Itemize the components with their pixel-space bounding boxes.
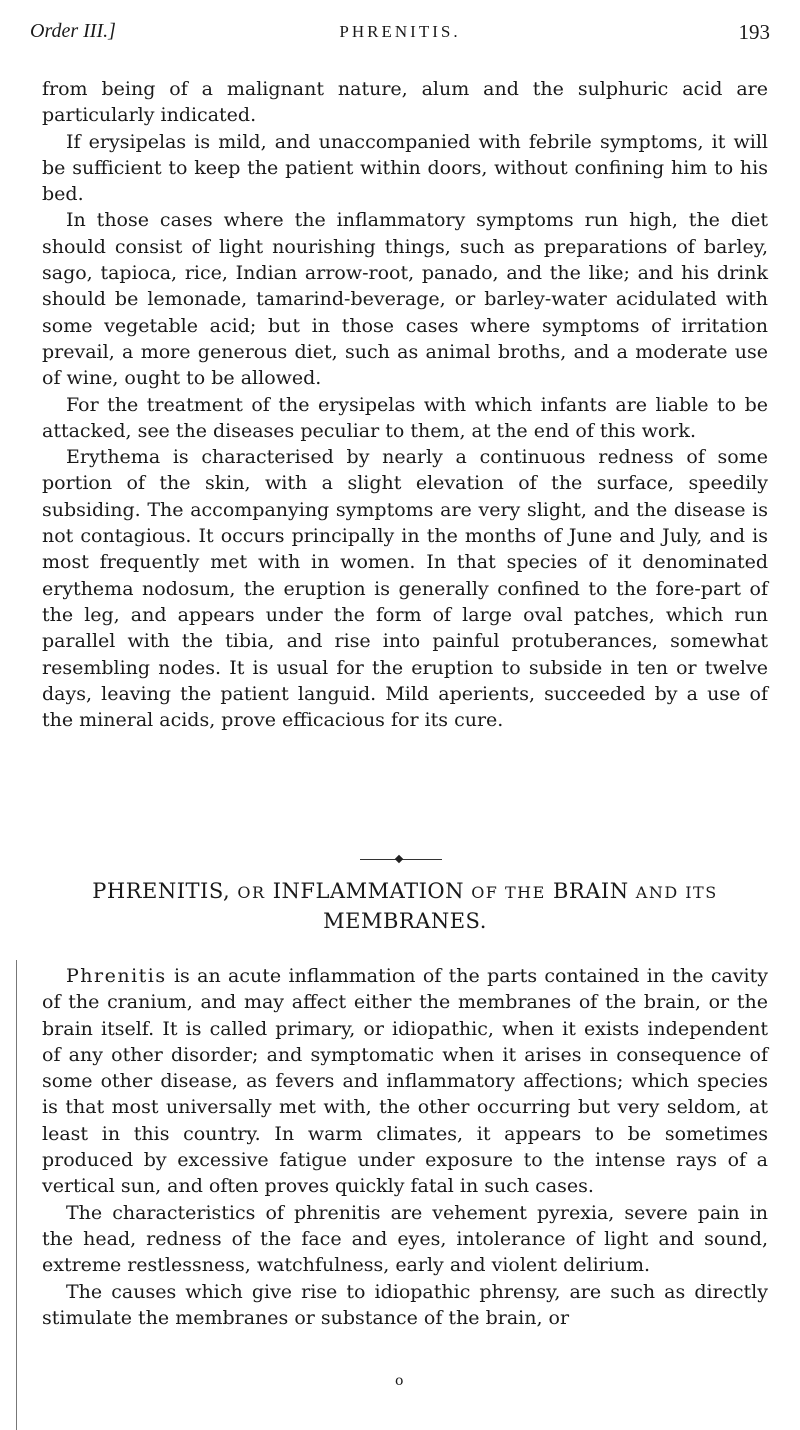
heading-inflammation: INFLAMMATION xyxy=(272,879,464,903)
section-divider xyxy=(360,858,442,862)
header-title: PHRENITIS. xyxy=(339,22,461,41)
margin-rule xyxy=(16,960,17,1430)
body-text-upper xyxy=(42,76,768,733)
paragraph-erysipelas-mild: If erysipelas is mild, and unaccompanied with febrile symptoms, it will be sufficient to keep the patient within doors, without confining him to his bed. xyxy=(42,130,768,206)
paragraph-characteristics: The characteristics of phrenitis are vehement pyrexia, severe pain in the head, redness of the face and eyes, intolerance of light and sound, extreme restlessness, watchfulness, early and violent delirium. xyxy=(42,1201,768,1277)
paragraph-infants: For the treatment of the erysipelas with which infants are liable to be attacked, see the diseases peculiar to them, at the end of this work. xyxy=(42,393,768,442)
heading-and-its: AND ITS xyxy=(635,883,718,902)
paragraph-continuation: from being of a malignant nature, alum and the sulphuric acid are particularly indicated. xyxy=(42,78,768,127)
divider-ornament-icon xyxy=(395,855,403,863)
header-order: Order III.] xyxy=(30,20,116,42)
page-number: 193 xyxy=(738,20,770,44)
paragraph-causes: The causes which give rise to idiopathic phrensy, are such as directly stimulate the membranes or substance of the brain, or xyxy=(42,1280,768,1329)
heading-or: OR xyxy=(237,883,266,902)
paragraph-erythema: Erythema is characterised by nearly a continuous redness of some portion of the skin, with a slight elevation of the surface, speedily subsiding. The accompanying symptoms are very slight, and the disease is not contagious. It occurs principally in the months of June and July, and is most frequently met with in women. In that species of it denominated erythema nodosum, the eruption is generally confined to the fore-part of the leg, and appears under the form of large oval patches, which run parallel with the tibia, and rise into painful protuberances, somewhat resembling nodes. It is usual for the eruption to subside in ten or twelve days, leaving the patient languid. Mild aperients, succeeded by a use of the mineral acids, prove efficacious for its cure. xyxy=(42,446,768,732)
body-text-lower xyxy=(42,963,768,1331)
paragraph-definition-text: is an acute inflammation of the parts contained in the cavity of the cranium, and may affect either the membranes of the brain, or the brain itself. It is called primary, or idiopathic, when it exists independent of any other disorder; and symptomatic when it arises in consequence of some other disease, as fevers and inflammatory affections; which species is that most universally met with, the other occurring but very seldom, at least in this country. In warm climates, it appears to be sometimes produced by excessive fatigue under exposure to the intense rays of a vertical sun, and often proves quickly fatal in such cases. xyxy=(42,965,768,1198)
heading-membranes: MEMBRANES. xyxy=(323,909,487,933)
running-header xyxy=(30,20,770,52)
paragraph-lead-word: Phrenitis xyxy=(66,965,167,987)
paragraph-phrenitis-definition xyxy=(42,963,768,1200)
paragraph-diet: In those cases where the inflammatory symptoms run high, the diet should consist of light nourishing things, such as preparations of barley, sago, tapioca, rice, Indian arrow-root, panado, and the like; and his drink should be lemonade, tamarind-beverage, or barley-water acidulated with some vegetable acid; but in those cases where symptoms of irritation prevail, a more generous diet, such as animal broths, and a moderate use of wine, ought to be allowed. xyxy=(42,209,768,390)
heading-phrenitis: PHRENITIS, xyxy=(92,879,231,903)
heading-brain: BRAIN xyxy=(552,879,629,903)
section-heading xyxy=(50,877,760,935)
signature-mark: o xyxy=(395,1373,404,1389)
heading-of-the: OF THE xyxy=(471,883,546,902)
